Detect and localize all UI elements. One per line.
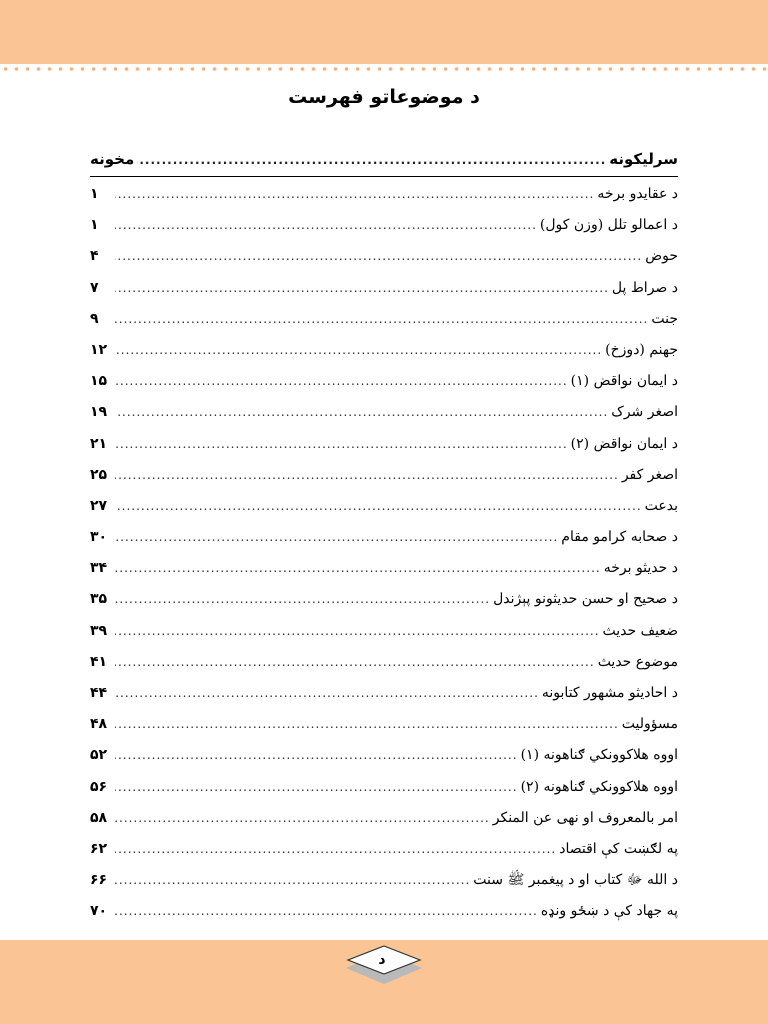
top-decorative-band <box>0 0 768 64</box>
dot-leader <box>115 460 619 491</box>
toc-entry-title: د الله ﷻ کتاب او د پیغمبر ﷺ سنت <box>473 872 678 889</box>
dot-leader <box>115 304 648 335</box>
dot-leader <box>115 241 642 272</box>
toc-entry[interactable] <box>90 335 678 366</box>
toc-entry-page: ۱ <box>90 217 99 234</box>
toc-entry[interactable] <box>90 678 678 709</box>
dot-leader <box>115 335 602 366</box>
toc-entry[interactable] <box>90 803 678 834</box>
toc-entry-page: ۳۰ <box>90 529 108 546</box>
toc-entry-page: ۷ <box>90 279 99 296</box>
toc-entry-title: مسؤولیت <box>621 716 678 733</box>
toc-entry-page: ۴ <box>90 248 99 265</box>
toc-entry[interactable] <box>90 522 678 553</box>
toc-entry-title: په جهاد کې د ښځو ونډه <box>540 903 678 920</box>
toc-entry[interactable] <box>90 304 678 335</box>
dot-leader <box>115 740 518 771</box>
toc-entry-title: په لګښت کې اقتصاد <box>559 840 678 857</box>
toc-entry-page: ۱۹ <box>90 404 108 421</box>
toc-entry-title: د اعمالو تلل (وزن کول) <box>539 217 678 234</box>
toc-entry[interactable] <box>90 273 678 304</box>
dot-leader <box>115 366 568 397</box>
dot-leader <box>115 179 594 210</box>
toc-entry-page: ۷۰ <box>90 903 108 920</box>
toc-entry-title: جنت <box>651 310 678 327</box>
dot-leader <box>115 491 642 522</box>
dot-leader <box>137 153 606 167</box>
toc-entry-page: ۶۲ <box>90 840 108 857</box>
toc-entry-title: د ایمان نواقض (۱) <box>570 373 678 390</box>
toc-entry[interactable] <box>90 647 678 678</box>
toc-entry-title: جهنم (دوزخ) <box>605 341 678 358</box>
toc-entry-page: ۲۷ <box>90 497 108 514</box>
toc-entry[interactable] <box>90 772 678 803</box>
toc-entry-title: د حدیثو برخه <box>603 560 678 577</box>
toc-entry-page: ۳۴ <box>90 560 108 577</box>
table-of-contents <box>90 150 678 928</box>
toc-entry-page: ۴۸ <box>90 716 108 733</box>
dot-leader <box>115 709 619 740</box>
dot-leader <box>115 678 539 709</box>
toc-entry-page: ۲۱ <box>90 435 108 452</box>
dot-leader <box>115 584 490 615</box>
toc-entry-page: ۱۵ <box>90 373 108 390</box>
toc-entry-page: ۱۲ <box>90 341 108 358</box>
toc-entry-page: ۵۸ <box>90 809 108 826</box>
toc-entry-title: اصغر شرک <box>611 404 678 421</box>
dot-leader <box>115 647 595 678</box>
toc-entry[interactable] <box>90 834 678 865</box>
toc-entry-title: اصغر کفر <box>621 466 678 483</box>
dot-leader <box>115 896 538 927</box>
dotted-border <box>0 66 768 72</box>
toc-entry-page: ۳۵ <box>90 591 108 608</box>
toc-entry-page: ۵۶ <box>90 778 108 795</box>
toc-entry-page: ۳۹ <box>90 622 108 639</box>
toc-entry-page: ۲۵ <box>90 466 108 483</box>
toc-entry[interactable] <box>90 241 678 272</box>
dot-leader <box>115 834 556 865</box>
dot-leader <box>115 553 601 584</box>
toc-entry[interactable] <box>90 584 678 615</box>
dot-leader <box>115 772 518 803</box>
toc-entry[interactable] <box>90 366 678 397</box>
toc-entry-title: ضعیف حدیث <box>602 622 678 639</box>
toc-entry-page: ۱ <box>90 186 99 202</box>
toc-entry[interactable] <box>90 460 678 491</box>
toc-entry-title: د ایمان نواقض (۲) <box>570 435 678 452</box>
toc-header <box>90 150 678 177</box>
dot-leader <box>115 522 558 553</box>
toc-entry[interactable] <box>90 553 678 584</box>
toc-entry[interactable] <box>90 865 678 896</box>
toc-entry[interactable] <box>90 616 678 647</box>
toc-entry-page: ۶۶ <box>90 872 108 889</box>
toc-entry-title: اووه هلاکوونکي ګناهونه (۲) <box>520 778 678 795</box>
toc-entry[interactable] <box>90 179 678 210</box>
toc-entry-page: ۹ <box>90 310 99 327</box>
topics-column-label: سرلیکونه <box>609 150 678 168</box>
toc-entry-title: د صراط پل <box>611 279 678 296</box>
toc-entry-title: د صحیح او حسن حدیثونو پېژندل <box>493 591 678 608</box>
toc-entry-title: د صحابه کرامو مقام <box>561 529 678 546</box>
toc-entry[interactable] <box>90 397 678 428</box>
pages-column-label: مخونه <box>90 150 135 168</box>
toc-entry[interactable] <box>90 709 678 740</box>
toc-entry[interactable] <box>90 210 678 241</box>
dot-leader <box>115 397 608 428</box>
toc-entry[interactable] <box>90 896 678 927</box>
toc-entry[interactable] <box>90 491 678 522</box>
toc-entry-title: بدعت <box>644 497 678 514</box>
toc-entry-title: موضوع حدیث <box>597 653 678 670</box>
toc-entry[interactable] <box>90 429 678 460</box>
dot-leader <box>115 273 609 304</box>
toc-entry-title: حوض <box>645 248 678 265</box>
dot-leader <box>115 616 600 647</box>
toc-entry-page: ۵۲ <box>90 747 108 764</box>
dot-leader <box>115 865 470 896</box>
page-marker-label: د <box>378 952 386 968</box>
toc-entry-title: اووه هلاکوونکي ګناهونه (۱) <box>520 747 678 764</box>
toc-entry-title: امر بالمعروف او نهی عن المنکر <box>492 809 678 826</box>
toc-entry-title: د عقایدو برخه <box>597 186 678 202</box>
toc-entry[interactable] <box>90 740 678 771</box>
dot-leader <box>115 210 537 241</box>
toc-entry-page: ۴۴ <box>90 685 108 701</box>
dot-leader <box>115 803 490 834</box>
toc-entry-title: د احادیثو مشهور کتابونه <box>541 685 678 701</box>
toc-entry-page: ۴۱ <box>90 653 108 670</box>
page-title: د موضوعاتو فهرست <box>288 86 480 108</box>
dot-leader <box>115 429 568 460</box>
